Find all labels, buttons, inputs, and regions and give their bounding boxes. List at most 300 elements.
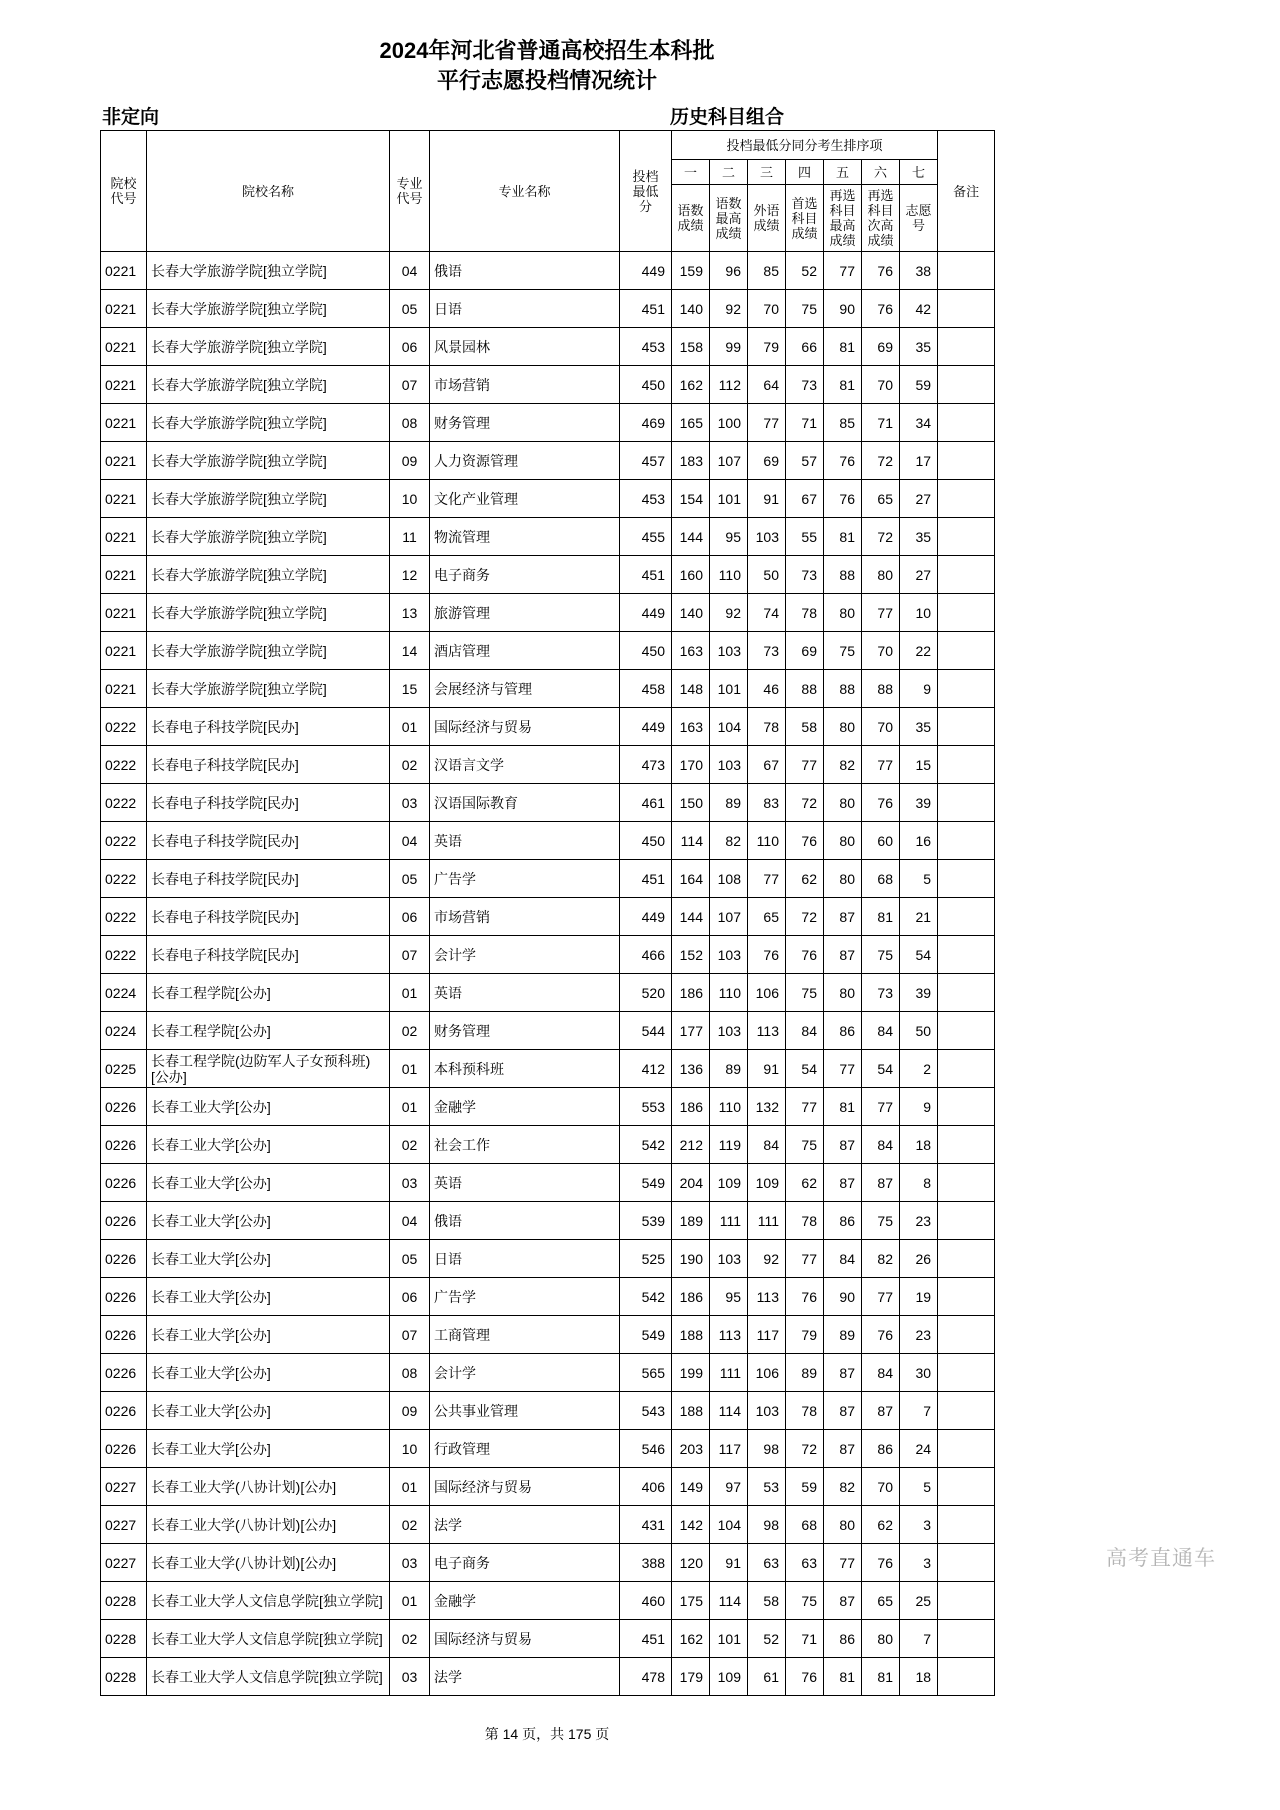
- chinese-math-max-score-cell: 109: [710, 1164, 748, 1202]
- college-code-cell: 0221: [101, 290, 147, 328]
- college-name-cell: 长春工业大学[公办]: [147, 1088, 390, 1126]
- major-code-cell: 07: [390, 1316, 430, 1354]
- min-score-cell: 449: [620, 898, 672, 936]
- min-score-cell: 478: [620, 1658, 672, 1696]
- first-subject-score-cell: 63: [786, 1544, 824, 1582]
- remark-cell: [938, 936, 995, 974]
- table-row: [101, 290, 995, 328]
- foreign-language-score-cell: 58: [748, 1582, 786, 1620]
- major-code-cell: 15: [390, 670, 430, 708]
- chinese-math-score-cell: 120: [672, 1544, 710, 1582]
- min-score-cell: 460: [620, 1582, 672, 1620]
- first-subject-score-cell: 71: [786, 404, 824, 442]
- major-code-cell: 02: [390, 746, 430, 784]
- first-subject-score-cell: 77: [786, 746, 824, 784]
- min-score-cell: 457: [620, 442, 672, 480]
- reselect-max-score-cell: 77: [824, 1544, 862, 1582]
- rank-label-header: 外语成绩: [748, 185, 786, 252]
- volunteer-number-cell: 3: [900, 1506, 938, 1544]
- volunteer-number-cell: 17: [900, 442, 938, 480]
- major-name-cell: 俄语: [430, 1202, 620, 1240]
- college-name-cell: 长春大学旅游学院[独立学院]: [147, 442, 390, 480]
- rank-label-header: 首选科目成绩: [786, 185, 824, 252]
- table-row: [101, 366, 995, 404]
- remark-cell: [938, 1278, 995, 1316]
- major-name-cell: 金融学: [430, 1088, 620, 1126]
- reselect-second-score-cell: 71: [862, 404, 900, 442]
- college-name-cell: 长春工业大学人文信息学院[独立学院]: [147, 1582, 390, 1620]
- foreign-language-score-cell: 67: [748, 746, 786, 784]
- college-name-cell: 长春电子科技学院[民办]: [147, 822, 390, 860]
- college-name-cell: 长春工业大学[公办]: [147, 1392, 390, 1430]
- college-name-cell: 长春大学旅游学院[独立学院]: [147, 594, 390, 632]
- reselect-second-score-cell: 70: [862, 1468, 900, 1506]
- foreign-language-score-cell: 106: [748, 974, 786, 1012]
- remark-cell: [938, 290, 995, 328]
- foreign-language-score-cell: 91: [748, 1050, 786, 1088]
- table-row: [101, 1164, 995, 1202]
- reselect-max-score-cell: 86: [824, 1012, 862, 1050]
- min-score-cell: 388: [620, 1544, 672, 1582]
- college-code-cell: 0221: [101, 328, 147, 366]
- reselect-max-score-cell: 89: [824, 1316, 862, 1354]
- chinese-math-score-cell: 144: [672, 518, 710, 556]
- first-subject-score-cell: 76: [786, 1278, 824, 1316]
- chinese-math-score-cell: 189: [672, 1202, 710, 1240]
- college-name-cell: 长春电子科技学院[民办]: [147, 898, 390, 936]
- table-row: [101, 860, 995, 898]
- min-score-cell: 543: [620, 1392, 672, 1430]
- watermark-text: 高考直通车: [1106, 1547, 1216, 1570]
- min-score-cell: 520: [620, 974, 672, 1012]
- min-score-cell: 539: [620, 1202, 672, 1240]
- foreign-language-score-cell: 113: [748, 1012, 786, 1050]
- major-name-cell: 英语: [430, 822, 620, 860]
- chinese-math-score-cell: 203: [672, 1430, 710, 1468]
- college-name-cell: 长春大学旅游学院[独立学院]: [147, 366, 390, 404]
- chinese-math-max-score-cell: 110: [710, 1088, 748, 1126]
- table-row: [101, 328, 995, 366]
- chinese-math-score-cell: 148: [672, 670, 710, 708]
- first-subject-score-cell: 79: [786, 1316, 824, 1354]
- rank-order-header: 四: [786, 160, 824, 185]
- college-name-cell: 长春电子科技学院[民办]: [147, 746, 390, 784]
- table-row: [101, 1354, 995, 1392]
- foreign-language-score-cell: 52: [748, 1620, 786, 1658]
- remark-cell: [938, 746, 995, 784]
- reselect-second-score-cell: 72: [862, 442, 900, 480]
- remark-cell: [938, 366, 995, 404]
- college-name-cell: 长春电子科技学院[民办]: [147, 784, 390, 822]
- college-name-cell: 长春电子科技学院[民办]: [147, 860, 390, 898]
- remark-cell: [938, 1468, 995, 1506]
- chinese-math-score-cell: 190: [672, 1240, 710, 1278]
- college-name-cell: 长春工业大学[公办]: [147, 1430, 390, 1468]
- major-code-cell: 09: [390, 1392, 430, 1430]
- chinese-math-score-cell: 188: [672, 1392, 710, 1430]
- chinese-math-max-score-cell: 110: [710, 556, 748, 594]
- table-row: [101, 1544, 995, 1582]
- volunteer-number-cell: 35: [900, 518, 938, 556]
- reselect-second-score-cell: 86: [862, 1430, 900, 1468]
- chinese-math-score-cell: 162: [672, 1620, 710, 1658]
- major-name-cell: 英语: [430, 974, 620, 1012]
- college-name-cell: 长春工业大学[公办]: [147, 1278, 390, 1316]
- major-name-cell: 俄语: [430, 252, 620, 290]
- foreign-language-score-cell: 69: [748, 442, 786, 480]
- volunteer-number-cell: 30: [900, 1354, 938, 1392]
- chinese-math-max-score-cell: 117: [710, 1430, 748, 1468]
- chinese-math-max-score-cell: 99: [710, 328, 748, 366]
- first-subject-score-cell: 58: [786, 708, 824, 746]
- major-name-cell: 会计学: [430, 936, 620, 974]
- rank-order-header: 二: [710, 160, 748, 185]
- min-score-cell: 542: [620, 1126, 672, 1164]
- foreign-language-score-cell: 65: [748, 898, 786, 936]
- first-subject-score-cell: 72: [786, 784, 824, 822]
- table-row: [101, 1088, 995, 1126]
- chinese-math-max-score-cell: 103: [710, 746, 748, 784]
- chinese-math-max-score-cell: 95: [710, 1278, 748, 1316]
- college-code-cell: 0221: [101, 480, 147, 518]
- major-name-cell: 公共事业管理: [430, 1392, 620, 1430]
- major-name-cell: 国际经济与贸易: [430, 1468, 620, 1506]
- volunteer-number-cell: 16: [900, 822, 938, 860]
- min-score-cell: 450: [620, 366, 672, 404]
- foreign-language-score-cell: 61: [748, 1658, 786, 1696]
- foreign-language-score-cell: 132: [748, 1088, 786, 1126]
- volunteer-number-cell: 22: [900, 632, 938, 670]
- volunteer-number-cell: 59: [900, 366, 938, 404]
- remark-cell: [938, 632, 995, 670]
- min-score-cell: 546: [620, 1430, 672, 1468]
- chinese-math-max-score-cell: 101: [710, 1620, 748, 1658]
- min-score-cell: 553: [620, 1088, 672, 1126]
- remark-cell: [938, 252, 995, 290]
- remark-cell: [938, 1544, 995, 1582]
- college-code-cell: 0226: [101, 1126, 147, 1164]
- foreign-language-score-cell: 111: [748, 1202, 786, 1240]
- major-name-cell: 英语: [430, 1164, 620, 1202]
- first-subject-score-cell: 78: [786, 1392, 824, 1430]
- major-name-cell: 广告学: [430, 1278, 620, 1316]
- chinese-math-score-cell: 177: [672, 1012, 710, 1050]
- reselect-second-score-cell: 70: [862, 708, 900, 746]
- min-score-cell: 451: [620, 860, 672, 898]
- volunteer-number-cell: 9: [900, 1088, 938, 1126]
- major-code-cell: 02: [390, 1506, 430, 1544]
- major-name-cell: 汉语国际教育: [430, 784, 620, 822]
- remark-cell: [938, 708, 995, 746]
- rank-label-header: 语数最高成绩: [710, 185, 748, 252]
- major-code-cell: 01: [390, 1050, 430, 1088]
- reselect-second-score-cell: 75: [862, 1202, 900, 1240]
- major-code-cell: 01: [390, 1468, 430, 1506]
- college-code-cell: 0228: [101, 1658, 147, 1696]
- remark-cell: [938, 442, 995, 480]
- reselect-second-score-cell: 77: [862, 746, 900, 784]
- college-code-cell: 0226: [101, 1354, 147, 1392]
- first-subject-score-cell: 72: [786, 898, 824, 936]
- reselect-max-score-cell: 80: [824, 860, 862, 898]
- college-code-cell: 0221: [101, 594, 147, 632]
- college-name-cell: 长春大学旅游学院[独立学院]: [147, 328, 390, 366]
- college-code-cell: 0224: [101, 1012, 147, 1050]
- major-code-cell: 01: [390, 974, 430, 1012]
- subject-group-label: 历史科目组合: [670, 107, 785, 128]
- major-name-cell: 日语: [430, 1240, 620, 1278]
- chinese-math-score-cell: 164: [672, 860, 710, 898]
- college-code-cell: 0222: [101, 936, 147, 974]
- foreign-language-score-cell: 91: [748, 480, 786, 518]
- college-name-cell: 长春电子科技学院[民办]: [147, 708, 390, 746]
- reselect-max-score-cell: 85: [824, 404, 862, 442]
- foreign-language-score-cell: 63: [748, 1544, 786, 1582]
- reselect-max-score-cell: 84: [824, 1240, 862, 1278]
- remark-cell: [938, 1240, 995, 1278]
- reselect-max-score-cell: 90: [824, 1278, 862, 1316]
- reselect-second-score-cell: 69: [862, 328, 900, 366]
- reselect-max-score-cell: 80: [824, 594, 862, 632]
- college-name-cell: 长春大学旅游学院[独立学院]: [147, 632, 390, 670]
- college-code-cell: 0221: [101, 556, 147, 594]
- volunteer-number-cell: 3: [900, 1544, 938, 1582]
- college-code-cell: 0222: [101, 898, 147, 936]
- major-code-cell: 06: [390, 1278, 430, 1316]
- reselect-max-score-cell: 81: [824, 366, 862, 404]
- college-code-cell: 0227: [101, 1468, 147, 1506]
- college-name-cell: 长春电子科技学院[民办]: [147, 936, 390, 974]
- table-row: [101, 936, 995, 974]
- chinese-math-max-score-cell: 112: [710, 366, 748, 404]
- major-name-cell: 金融学: [430, 1582, 620, 1620]
- major-name-cell: 市场营销: [430, 366, 620, 404]
- chinese-math-score-cell: 183: [672, 442, 710, 480]
- remark-cell: [938, 1430, 995, 1468]
- chinese-math-score-cell: 199: [672, 1354, 710, 1392]
- volunteer-number-cell: 7: [900, 1620, 938, 1658]
- min-score-cell: 453: [620, 480, 672, 518]
- min-score-cell: 449: [620, 594, 672, 632]
- volunteer-number-cell: 23: [900, 1316, 938, 1354]
- college-name-cell: 长春大学旅游学院[独立学院]: [147, 404, 390, 442]
- college-code-cell: 0227: [101, 1544, 147, 1582]
- remark-cell: [938, 1316, 995, 1354]
- major-code-cell: 12: [390, 556, 430, 594]
- college-name-cell: 长春工业大学[公办]: [147, 1240, 390, 1278]
- table-row: [101, 404, 995, 442]
- remark-cell: [938, 1126, 995, 1164]
- remark-cell: [938, 822, 995, 860]
- major-code-cell: 04: [390, 252, 430, 290]
- remark-cell: [938, 518, 995, 556]
- reselect-max-score-cell: 88: [824, 670, 862, 708]
- first-subject-score-cell: 71: [786, 1620, 824, 1658]
- rank-label-header: 志愿号: [900, 185, 938, 252]
- major-code-cell: 02: [390, 1126, 430, 1164]
- college-name-header: 院校名称: [147, 131, 390, 252]
- remark-cell: [938, 1506, 995, 1544]
- major-name-cell: 电子商务: [430, 1544, 620, 1582]
- college-code-cell: 0226: [101, 1240, 147, 1278]
- reselect-max-score-cell: 87: [824, 1164, 862, 1202]
- remark-cell: [938, 670, 995, 708]
- major-code-cell: 05: [390, 1240, 430, 1278]
- table-row: [101, 1506, 995, 1544]
- reselect-second-score-cell: 75: [862, 936, 900, 974]
- min-score-cell: 449: [620, 252, 672, 290]
- major-code-cell: 10: [390, 1430, 430, 1468]
- min-score-cell: 549: [620, 1164, 672, 1202]
- reselect-second-score-cell: 80: [862, 556, 900, 594]
- document-title-block: [100, 36, 994, 96]
- reselect-second-score-cell: 62: [862, 1506, 900, 1544]
- reselect-second-score-cell: 72: [862, 518, 900, 556]
- chinese-math-max-score-cell: 107: [710, 442, 748, 480]
- major-name-cell: 人力资源管理: [430, 442, 620, 480]
- remark-cell: [938, 594, 995, 632]
- min-score-cell: 565: [620, 1354, 672, 1392]
- major-name-cell: 旅游管理: [430, 594, 620, 632]
- chinese-math-max-score-cell: 104: [710, 708, 748, 746]
- college-name-cell: 长春工业大学(八协计划)[公办]: [147, 1544, 390, 1582]
- table-row: [101, 974, 995, 1012]
- college-name-cell: 长春大学旅游学院[独立学院]: [147, 518, 390, 556]
- major-code-cell: 05: [390, 290, 430, 328]
- chinese-math-max-score-cell: 100: [710, 404, 748, 442]
- college-name-cell: 长春大学旅游学院[独立学院]: [147, 480, 390, 518]
- major-code-cell: 02: [390, 1012, 430, 1050]
- chinese-math-score-cell: 142: [672, 1506, 710, 1544]
- foreign-language-score-cell: 53: [748, 1468, 786, 1506]
- foreign-language-score-cell: 98: [748, 1430, 786, 1468]
- page-number-indicator: 第 14 页，共 175 页: [484, 1726, 610, 1742]
- first-subject-score-cell: 75: [786, 1582, 824, 1620]
- foreign-language-score-cell: 109: [748, 1164, 786, 1202]
- chinese-math-score-cell: 158: [672, 328, 710, 366]
- first-subject-score-cell: 76: [786, 1658, 824, 1696]
- min-score-cell: 469: [620, 404, 672, 442]
- chinese-math-score-cell: 163: [672, 632, 710, 670]
- college-name-cell: 长春工业大学人文信息学院[独立学院]: [147, 1658, 390, 1696]
- college-name-cell: 长春工业大学(八协计划)[公办]: [147, 1506, 390, 1544]
- table-row: [101, 746, 995, 784]
- chinese-math-max-score-cell: 89: [710, 784, 748, 822]
- first-subject-score-cell: 75: [786, 1126, 824, 1164]
- college-name-cell: 长春大学旅游学院[独立学院]: [147, 290, 390, 328]
- first-subject-score-cell: 52: [786, 252, 824, 290]
- chinese-math-max-score-cell: 101: [710, 480, 748, 518]
- volunteer-number-cell: 5: [900, 860, 938, 898]
- reselect-max-score-cell: 82: [824, 1468, 862, 1506]
- major-code-cell: 05: [390, 860, 430, 898]
- foreign-language-score-cell: 110: [748, 822, 786, 860]
- first-subject-score-cell: 67: [786, 480, 824, 518]
- college-code-cell: 0226: [101, 1278, 147, 1316]
- reselect-max-score-cell: 75: [824, 632, 862, 670]
- major-name-cell: 汉语言文学: [430, 746, 620, 784]
- major-code-cell: 03: [390, 1658, 430, 1696]
- reselect-second-score-cell: 84: [862, 1012, 900, 1050]
- college-code-cell: 0226: [101, 1202, 147, 1240]
- reselect-second-score-cell: 84: [862, 1126, 900, 1164]
- major-name-cell: 物流管理: [430, 518, 620, 556]
- foreign-language-score-cell: 106: [748, 1354, 786, 1392]
- foreign-language-score-cell: 98: [748, 1506, 786, 1544]
- major-name-cell: 会计学: [430, 1354, 620, 1392]
- volunteer-number-cell: 39: [900, 784, 938, 822]
- reselect-second-score-cell: 88: [862, 670, 900, 708]
- college-code-header: 院校代号: [101, 131, 147, 252]
- volunteer-number-cell: 2: [900, 1050, 938, 1088]
- college-code-cell: 0222: [101, 860, 147, 898]
- foreign-language-score-cell: 113: [748, 1278, 786, 1316]
- volunteer-number-cell: 50: [900, 1012, 938, 1050]
- reselect-second-score-cell: 76: [862, 1544, 900, 1582]
- chinese-math-score-cell: 154: [672, 480, 710, 518]
- table-row: [101, 594, 995, 632]
- remark-cell: [938, 974, 995, 1012]
- foreign-language-score-cell: 92: [748, 1240, 786, 1278]
- reselect-second-score-cell: 70: [862, 632, 900, 670]
- reselect-max-score-cell: 87: [824, 1126, 862, 1164]
- reselect-max-score-cell: 86: [824, 1620, 862, 1658]
- college-code-cell: 0221: [101, 632, 147, 670]
- remark-cell: [938, 1012, 995, 1050]
- chinese-math-score-cell: 188: [672, 1316, 710, 1354]
- major-code-cell: 03: [390, 1544, 430, 1582]
- major-name-cell: 法学: [430, 1506, 620, 1544]
- chinese-math-score-cell: 150: [672, 784, 710, 822]
- volunteer-number-cell: 8: [900, 1164, 938, 1202]
- reselect-max-score-cell: 87: [824, 1392, 862, 1430]
- college-code-cell: 0222: [101, 784, 147, 822]
- chinese-math-max-score-cell: 109: [710, 1658, 748, 1696]
- chinese-math-score-cell: 152: [672, 936, 710, 974]
- foreign-language-score-cell: 70: [748, 290, 786, 328]
- reselect-max-score-cell: 80: [824, 1506, 862, 1544]
- chinese-math-score-cell: 186: [672, 974, 710, 1012]
- reselect-max-score-cell: 76: [824, 442, 862, 480]
- foreign-language-score-cell: 84: [748, 1126, 786, 1164]
- table-row: [101, 1240, 995, 1278]
- table-row: [101, 1012, 995, 1050]
- volunteer-number-cell: 35: [900, 328, 938, 366]
- reselect-max-score-cell: 80: [824, 822, 862, 860]
- major-code-cell: 11: [390, 518, 430, 556]
- major-code-cell: 04: [390, 822, 430, 860]
- reselect-max-score-cell: 87: [824, 1582, 862, 1620]
- table-row: [101, 1126, 995, 1164]
- table-row: [101, 518, 995, 556]
- rank-label-header: 再选科目次高成绩: [862, 185, 900, 252]
- volunteer-number-cell: 19: [900, 1278, 938, 1316]
- foreign-language-score-cell: 79: [748, 328, 786, 366]
- foreign-language-score-cell: 103: [748, 1392, 786, 1430]
- page-title-line1: 2024年河北省普通高校招生本科批: [379, 38, 715, 63]
- major-name-cell: 行政管理: [430, 1430, 620, 1468]
- remark-cell: [938, 328, 995, 366]
- remark-cell: [938, 1164, 995, 1202]
- reselect-second-score-cell: 87: [862, 1164, 900, 1202]
- first-subject-score-cell: 62: [786, 1164, 824, 1202]
- first-subject-score-cell: 75: [786, 290, 824, 328]
- rank-label-header: 语数成绩: [672, 185, 710, 252]
- chinese-math-score-cell: 175: [672, 1582, 710, 1620]
- first-subject-score-cell: 77: [786, 1088, 824, 1126]
- first-subject-score-cell: 59: [786, 1468, 824, 1506]
- college-code-cell: 0228: [101, 1582, 147, 1620]
